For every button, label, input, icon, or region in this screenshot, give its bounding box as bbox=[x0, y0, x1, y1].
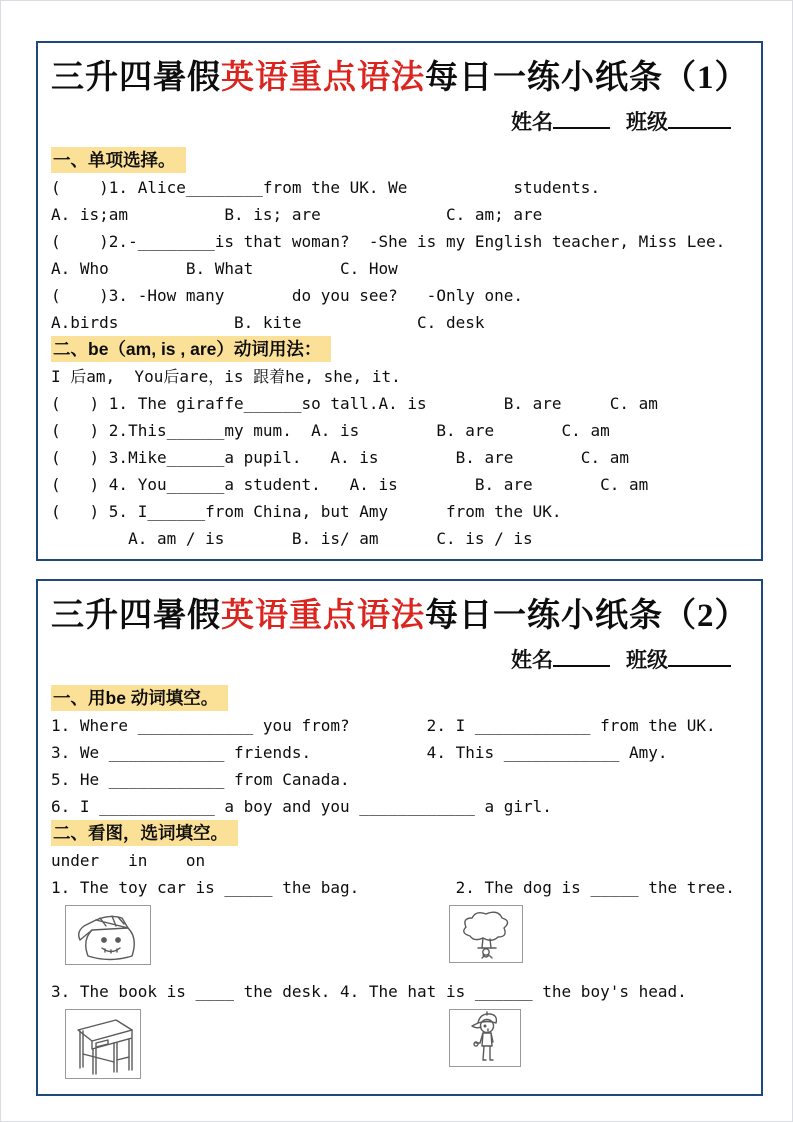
worksheet-line: ( )3. -How many do you see? -Only one. bbox=[51, 286, 524, 305]
name-class-line bbox=[51, 645, 749, 679]
worksheet-line: A. Who B. What C. How bbox=[51, 259, 398, 278]
section-heading: 一、单项选择。 bbox=[51, 147, 186, 173]
worksheet-line: A.birds B. kite C. desk bbox=[51, 313, 485, 332]
worksheet-1 bbox=[36, 41, 763, 561]
title-prefix: 三升四暑假 bbox=[51, 60, 221, 96]
worksheet-line: ( )1. Alice________from the UK. We students. bbox=[51, 178, 601, 197]
name-label: 姓名 bbox=[511, 648, 553, 672]
title-red-segment: 英语重点语法 bbox=[221, 60, 425, 96]
title-prefix: 三升四暑假 bbox=[51, 598, 221, 634]
worksheet-body bbox=[51, 685, 749, 1080]
class-label: 班级 bbox=[626, 110, 668, 134]
section-heading-row bbox=[51, 147, 749, 174]
name-label: 姓名 bbox=[511, 110, 553, 134]
title-suffix: 每日一练小纸条（2） bbox=[425, 598, 749, 634]
worksheet-line: ( ) 5. I______from China, but Amy from the UK. bbox=[51, 502, 562, 521]
worksheet-line: A. am / is B. is/ am C. is / is bbox=[51, 529, 533, 548]
worksheet-line: ( ) 3.Mike______a pupil. A. is B. are C. am bbox=[51, 448, 629, 467]
worksheet-line: 1. The toy car is _____ the bag. 2. The dog is _____ the tree. bbox=[51, 878, 735, 897]
section-heading-row bbox=[51, 336, 749, 363]
section-heading: 一、用be 动词填空。 bbox=[51, 685, 228, 711]
class-blank bbox=[668, 645, 731, 667]
name-blank bbox=[553, 107, 610, 129]
worksheet-line: ( ) 2.This______my mum. A. is B. are C. am bbox=[51, 421, 610, 440]
worksheet-line: 5. He ____________ from Canada. bbox=[51, 770, 350, 789]
worksheet-2 bbox=[36, 579, 763, 1096]
bag-image bbox=[65, 905, 151, 965]
worksheet-line: 1. Where ____________ you from? 2. I ____________ from the UK. bbox=[51, 716, 716, 735]
picture-row bbox=[51, 902, 749, 976]
boy-image bbox=[449, 1009, 521, 1067]
worksheet-body bbox=[51, 147, 749, 552]
worksheet-title bbox=[51, 51, 749, 107]
worksheet-line: 3. We ____________ friends. 4. This ____________ Amy. bbox=[51, 743, 668, 762]
section-heading: 二、看图，选词填空。 bbox=[51, 820, 238, 846]
section-heading-row bbox=[51, 685, 749, 712]
worksheet-line: under in on bbox=[51, 851, 206, 870]
class-label: 班级 bbox=[626, 648, 668, 672]
picture-row bbox=[51, 1006, 749, 1080]
class-blank bbox=[668, 107, 731, 129]
worksheet-title bbox=[51, 589, 749, 645]
title-suffix: 每日一练小纸条（1） bbox=[425, 60, 749, 96]
worksheet-line: 3. The book is ____ the desk. 4. The hat is ______ the boy's head. bbox=[51, 982, 687, 1001]
worksheet-line: ( ) 4. You______a student. A. is B. are C. am bbox=[51, 475, 649, 494]
name-blank bbox=[553, 645, 610, 667]
section-heading-row bbox=[51, 820, 749, 847]
worksheet-line: ( ) 1. The giraffe______so tall.A. is B. are C. am bbox=[51, 394, 658, 413]
worksheet-line: A. is;am B. is; are C. am; are bbox=[51, 205, 543, 224]
worksheet-line: ( )2.-________is that woman? -She is my English teacher, Miss Lee. bbox=[51, 232, 726, 251]
worksheet-line: 6. I ____________ a boy and you ____________ a girl. bbox=[51, 797, 552, 816]
title-red-segment: 英语重点语法 bbox=[221, 598, 425, 634]
name-class-line bbox=[51, 107, 749, 141]
tree-image bbox=[449, 905, 523, 963]
section-heading: 二、be（am, is , are）动词用法： bbox=[51, 336, 331, 362]
worksheet-line: I 后am, You后are，is 跟着he, she, it. bbox=[51, 367, 401, 386]
desk-image bbox=[65, 1009, 141, 1079]
